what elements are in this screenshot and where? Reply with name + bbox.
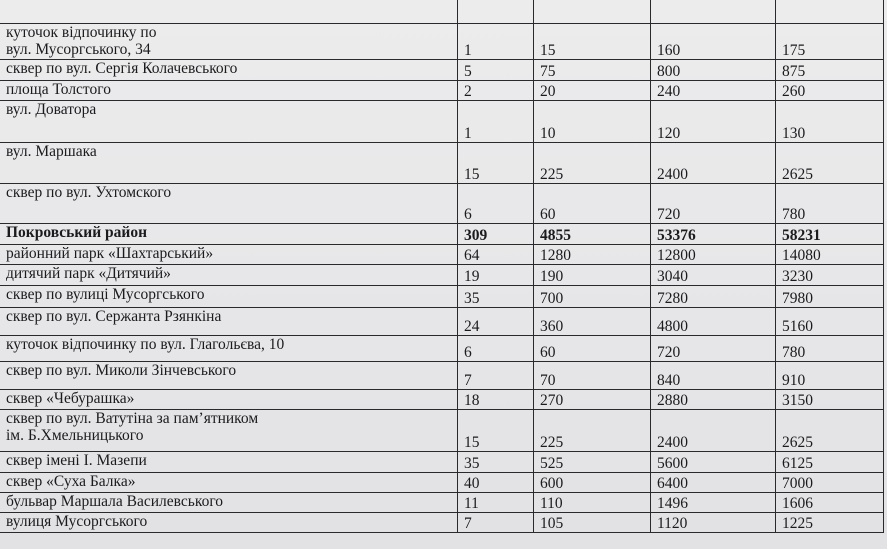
value-cell-v2: 110 bbox=[534, 493, 651, 513]
value-cell-v4: 7000 bbox=[776, 473, 884, 493]
value-cell-v2 bbox=[534, 0, 651, 24]
value-cell-v3: 3040 bbox=[651, 265, 776, 286]
table-row bbox=[0, 452, 884, 473]
value-cell-v1: 6 bbox=[458, 336, 534, 362]
value-cell-v1: 35 bbox=[458, 286, 534, 308]
value-cell-v2: 20 bbox=[534, 81, 651, 101]
value-cell-v1: 64 bbox=[458, 245, 534, 265]
value-cell-v4: 2625 bbox=[776, 143, 884, 184]
value-cell-v4: 875 bbox=[776, 60, 884, 81]
value-cell-v2: 60 bbox=[534, 184, 651, 224]
value-cell-v3: 2880 bbox=[651, 390, 776, 410]
value-cell-v1 bbox=[458, 0, 534, 24]
value-cell-v1: 5 bbox=[458, 60, 534, 81]
location-name-line: сквер по вул. Сергія Колачевського bbox=[6, 60, 238, 77]
table-row bbox=[0, 60, 884, 81]
value-cell-v1: 7 bbox=[458, 513, 534, 533]
location-name-cell bbox=[0, 286, 458, 308]
value-cell-v2: 360 bbox=[534, 308, 651, 336]
location-name-cell bbox=[0, 224, 458, 245]
location-name-cell bbox=[0, 336, 458, 362]
location-name-line: вулиця Мусоргського bbox=[6, 513, 148, 530]
table-row bbox=[0, 390, 884, 410]
value-cell-v3: 160 bbox=[651, 24, 776, 60]
table-row bbox=[0, 24, 884, 60]
location-name-cell bbox=[0, 308, 458, 336]
table-row bbox=[0, 513, 884, 533]
value-cell-v3: 800 bbox=[651, 60, 776, 81]
value-cell-v4: 130 bbox=[776, 101, 884, 143]
value-cell-v4: 6125 bbox=[776, 452, 884, 473]
location-name-line: ім. Б.Хмельницького bbox=[6, 427, 144, 444]
value-cell-v3: 120 bbox=[651, 101, 776, 143]
location-name-line: сквер по вул. Сержанта Рзянкіна bbox=[6, 308, 222, 325]
value-cell-v1: 35 bbox=[458, 452, 534, 473]
value-cell-v4: 175 bbox=[776, 24, 884, 60]
value-cell-v1: 1 bbox=[458, 24, 534, 60]
table-row bbox=[0, 286, 884, 308]
value-cell-v2: 105 bbox=[534, 513, 651, 533]
table-row bbox=[0, 101, 884, 143]
value-cell-v3: 720 bbox=[651, 184, 776, 224]
value-cell-v1: 15 bbox=[458, 410, 534, 452]
value-cell-v2: 1280 bbox=[534, 245, 651, 265]
location-name-line: сквер імені І. Мазепи bbox=[6, 452, 147, 469]
location-name-line: сквер по вул. Ухтомского bbox=[6, 184, 172, 201]
value-cell-v1: 18 bbox=[458, 390, 534, 410]
location-name-line: куточок відпочинку по вул. Глагольєва, 10 bbox=[6, 336, 285, 353]
value-cell-v3: 5600 bbox=[651, 452, 776, 473]
value-cell-v4: 780 bbox=[776, 184, 884, 224]
table-row bbox=[0, 410, 884, 452]
table-row bbox=[0, 143, 884, 184]
value-cell-v4: 780 bbox=[776, 336, 884, 362]
value-cell-v1: 24 bbox=[458, 308, 534, 336]
location-name-line: вул. Маршака bbox=[6, 143, 97, 160]
location-name-line bbox=[6, 201, 457, 218]
value-cell-v1: 1 bbox=[458, 101, 534, 143]
location-name-line: площа Толстого bbox=[6, 81, 111, 98]
table-row bbox=[0, 493, 884, 513]
table-row bbox=[0, 473, 884, 493]
location-name-cell bbox=[0, 143, 458, 184]
value-cell-v2: 190 bbox=[534, 265, 651, 286]
location-name-cell bbox=[0, 0, 458, 24]
value-cell-v2: 4855 bbox=[534, 224, 651, 245]
location-name-line: сквер по вул. Миколи Зінчевського bbox=[6, 362, 237, 379]
table-row bbox=[0, 336, 884, 362]
value-cell-v4: 7980 bbox=[776, 286, 884, 308]
location-name-line: сквер по вулиці Мусоргського bbox=[6, 286, 205, 303]
location-name-cell bbox=[0, 24, 458, 60]
value-cell-v1: 19 bbox=[458, 265, 534, 286]
table-row bbox=[0, 184, 884, 224]
value-cell-v1: 309 bbox=[458, 224, 534, 245]
value-cell-v4: 1225 bbox=[776, 513, 884, 533]
value-cell-v3: 53376 bbox=[651, 224, 776, 245]
table-row bbox=[0, 0, 884, 24]
value-cell-v1: 15 bbox=[458, 143, 534, 184]
location-name-line: куточок відпочинку по bbox=[6, 24, 157, 41]
table-row bbox=[0, 224, 884, 245]
table-row bbox=[0, 245, 884, 265]
location-name-cell bbox=[0, 265, 458, 286]
value-cell-v2: 225 bbox=[534, 410, 651, 452]
value-cell-v2: 225 bbox=[534, 143, 651, 184]
value-cell-v2: 270 bbox=[534, 390, 651, 410]
value-cell-v1: 2 bbox=[458, 81, 534, 101]
value-cell-v4 bbox=[776, 0, 884, 24]
location-name-cell bbox=[0, 493, 458, 513]
value-cell-v3: 2400 bbox=[651, 410, 776, 452]
location-name-cell bbox=[0, 101, 458, 143]
location-name-cell bbox=[0, 245, 458, 265]
value-cell-v3: 12800 bbox=[651, 245, 776, 265]
table-row bbox=[0, 362, 884, 390]
value-cell-v1: 7 bbox=[458, 362, 534, 390]
location-name-line: Покровський район bbox=[6, 224, 148, 241]
location-name-line: сквер «Чебурашка» bbox=[6, 390, 135, 407]
value-cell-v3: 4800 bbox=[651, 308, 776, 336]
value-cell-v2: 70 bbox=[534, 362, 651, 390]
table-row bbox=[0, 81, 884, 101]
value-cell-v2: 600 bbox=[534, 473, 651, 493]
location-name-line bbox=[6, 6, 457, 23]
value-cell-v3: 240 bbox=[651, 81, 776, 101]
value-cell-v2: 700 bbox=[534, 286, 651, 308]
value-cell-v1: 40 bbox=[458, 473, 534, 493]
location-name-cell bbox=[0, 184, 458, 224]
location-name-cell bbox=[0, 452, 458, 473]
location-name-line: сквер «Суха Балка» bbox=[6, 473, 136, 490]
value-cell-v3: 840 bbox=[651, 362, 776, 390]
value-cell-v4: 3230 bbox=[776, 265, 884, 286]
table-row bbox=[0, 308, 884, 336]
location-name-line: вул. Доватора bbox=[6, 101, 97, 118]
value-cell-v2: 75 bbox=[534, 60, 651, 81]
value-cell-v3: 1496 bbox=[651, 493, 776, 513]
value-cell-v2: 60 bbox=[534, 336, 651, 362]
value-cell-v2: 15 bbox=[534, 24, 651, 60]
value-cell-v4: 5160 bbox=[776, 308, 884, 336]
value-cell-v4: 58231 bbox=[776, 224, 884, 245]
value-cell-v4: 2625 bbox=[776, 410, 884, 452]
location-name-line bbox=[6, 160, 457, 177]
location-name-line: бульвар Маршала Василевського bbox=[6, 493, 224, 510]
value-cell-v1: 6 bbox=[458, 184, 534, 224]
value-cell-v4: 14080 bbox=[776, 245, 884, 265]
value-cell-v3: 720 bbox=[651, 336, 776, 362]
value-cell-v4: 260 bbox=[776, 81, 884, 101]
value-cell-v3 bbox=[651, 0, 776, 24]
value-cell-v2: 10 bbox=[534, 101, 651, 143]
table-row bbox=[0, 265, 884, 286]
location-name-cell bbox=[0, 362, 458, 390]
value-cell-v2: 525 bbox=[534, 452, 651, 473]
value-cell-v1: 11 bbox=[458, 493, 534, 513]
location-name-cell bbox=[0, 81, 458, 101]
location-name-cell bbox=[0, 473, 458, 493]
location-name-cell bbox=[0, 390, 458, 410]
value-cell-v4: 3150 bbox=[776, 390, 884, 410]
value-cell-v3: 6400 bbox=[651, 473, 776, 493]
value-cell-v3: 2400 bbox=[651, 143, 776, 184]
value-cell-v4: 910 bbox=[776, 362, 884, 390]
value-cell-v4: 1606 bbox=[776, 493, 884, 513]
location-name-cell bbox=[0, 410, 458, 452]
value-cell-v3: 1120 bbox=[651, 513, 776, 533]
location-name-line bbox=[6, 118, 457, 135]
location-name-cell bbox=[0, 513, 458, 533]
location-name-line: сквер по вул. Ватутіна за пам’ятником bbox=[6, 410, 259, 427]
value-cell-v3: 7280 bbox=[651, 286, 776, 308]
location-name-line: дитячий парк «Дитячий» bbox=[6, 265, 171, 282]
location-name-cell bbox=[0, 60, 458, 81]
location-name-line: районний парк «Шахтарський» bbox=[6, 245, 214, 262]
location-name-line: вул. Мусоргського, 34 bbox=[6, 41, 151, 58]
